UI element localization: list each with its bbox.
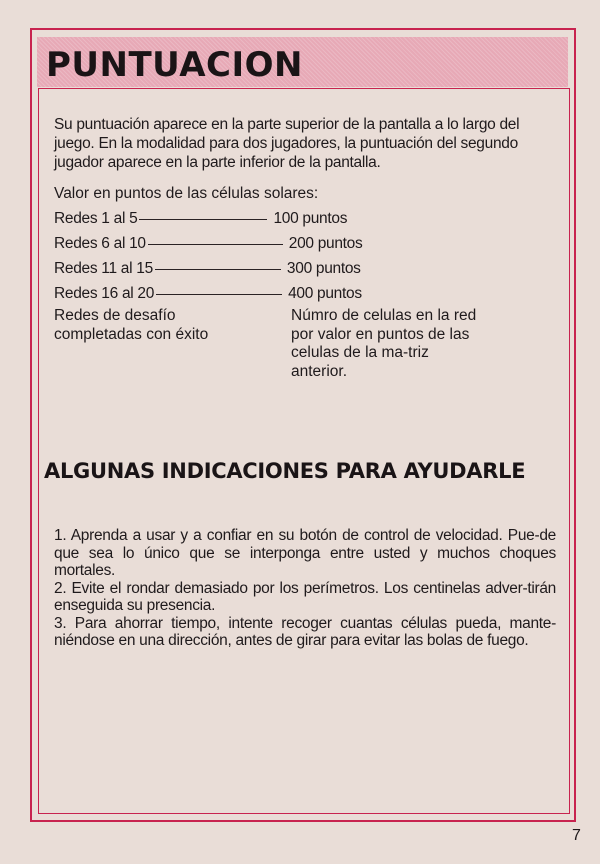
page-number: 7	[572, 827, 581, 844]
leader-line	[148, 244, 283, 245]
tips-title: ALGUNAS INDICACIONES PARA AYUDARLE	[44, 459, 526, 483]
score-row	[54, 234, 554, 259]
challenge-label: Redes de desafío completadas con éxito	[54, 307, 209, 343]
score-row	[54, 209, 554, 234]
score-points: 200 puntos	[288, 235, 363, 252]
score-points: 400 puntos	[288, 285, 362, 302]
score-label: Redes 1 al 5	[54, 210, 138, 227]
tip-item: 1. Aprenda a usar y a confiar en su botón de control de velocidad. Pue-de que sea lo único que se interponga entre usted y muchos choques mortales.	[54, 527, 556, 579]
values-heading: Valor en puntos de las células solares:	[54, 185, 319, 202]
score-row	[54, 284, 554, 309]
score-label: Redes 11 al 15	[54, 260, 153, 277]
leader-line	[156, 294, 282, 295]
tip-item: 2. Evite el rondar demasiado por los perímetros. Los centinelas adver-tirán enseguida su presencia.	[54, 579, 556, 614]
tips-list	[54, 527, 556, 650]
score-row	[54, 259, 554, 284]
tip-item: 3. Para ahorrar tiempo, intente recoger cuantas células pueda, mante-niéndose en una dirección, antes de girar para evitar las bolas de fuego.	[54, 614, 556, 649]
leader-line	[155, 269, 281, 270]
challenge-description: Númro de celulas en la red por valor en puntos de las celulas de la ma-triz anterior.	[291, 307, 477, 380]
score-list	[54, 209, 554, 309]
score-label: Redes 6 al 10	[54, 235, 146, 252]
score-label: Redes 16 al 20	[54, 285, 155, 302]
intro-paragraph: Su puntuación aparece en la parte superior de la pantalla a lo largo del juego. En la modalidad para dos jugadores, la puntuación del segundo jugador aparece en la parte inferior de la pantalla.	[54, 116, 520, 171]
section-title: PUNTUACION	[46, 45, 304, 85]
score-points: 100 puntos	[273, 210, 348, 227]
leader-line	[139, 219, 267, 220]
score-points: 300 puntos	[286, 260, 361, 277]
